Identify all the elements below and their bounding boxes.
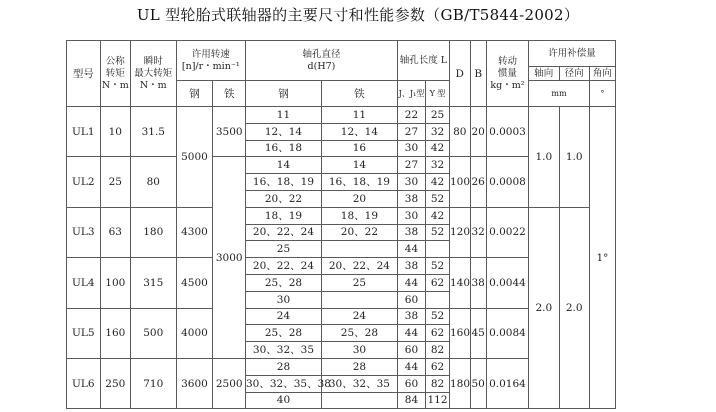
length-y-cell: 42 — [426, 140, 450, 157]
max-torque-cell: 80 — [131, 157, 177, 207]
length-j-cell: 60 — [397, 342, 425, 359]
bore-iron-cell: 24 — [321, 308, 397, 325]
model-cell: UL4 — [67, 258, 101, 308]
model-cell: UL5 — [67, 308, 101, 358]
header-compensation: 许用补偿量 — [529, 41, 616, 67]
bore-iron-cell: 25、28 — [321, 325, 397, 342]
bore-iron-cell — [321, 241, 397, 258]
length-y-cell: 82 — [426, 375, 450, 392]
B-cell: 32 — [470, 207, 486, 257]
length-j-cell: 38 — [397, 258, 425, 275]
bore-steel-cell: 11 — [246, 107, 322, 124]
torque-cell: 25 — [100, 157, 130, 207]
bore-iron-cell: 25 — [321, 274, 397, 291]
inertia-cell: 0.0022 — [486, 207, 528, 257]
length-j-cell: 44 — [397, 358, 425, 375]
bore-iron-cell: 30 — [321, 342, 397, 359]
inertia-cell: 0.0164 — [486, 358, 528, 408]
bore-steel-cell: 14 — [246, 157, 322, 174]
header-comp-radial: 径向 — [559, 67, 589, 81]
header-model: 型号 — [67, 41, 101, 107]
comp-angular-cell: 1° — [589, 107, 615, 409]
length-y-cell — [426, 291, 450, 308]
header-torque: 公称 转矩 N・m — [100, 41, 130, 107]
bore-steel-cell: 25、28 — [246, 274, 322, 291]
model-cell: UL6 — [67, 358, 101, 408]
bore-iron-cell: 30、32、35 — [321, 375, 397, 392]
length-j-cell: 30 — [397, 174, 425, 191]
header-D: D — [449, 41, 470, 107]
length-j-cell: 38 — [397, 308, 425, 325]
bore-steel-cell: 25 — [246, 241, 322, 258]
header-comp-unit-mm: mm — [529, 81, 590, 107]
bore-iron-cell: 28 — [321, 358, 397, 375]
length-y-cell: 62 — [426, 325, 450, 342]
length-j-cell: 30 — [397, 140, 425, 157]
spec-table — [66, 40, 616, 409]
length-y-cell: 52 — [426, 224, 450, 241]
comp-radial-cell: 2.0 — [559, 207, 589, 409]
inertia-cell: 0.0084 — [486, 308, 528, 358]
bore-steel-cell: 18、19 — [246, 207, 322, 224]
torque-cell: 250 — [100, 358, 130, 408]
D-cell: 80 — [449, 107, 470, 157]
model-cell: UL2 — [67, 157, 101, 207]
bore-iron-cell: 20、22、24 — [321, 258, 397, 275]
length-j-cell: 84 — [397, 392, 425, 409]
D-cell: 100 — [449, 157, 470, 207]
length-y-cell: 112 — [426, 392, 450, 409]
header-speed-steel: 钢 — [176, 81, 213, 107]
length-y-cell: 52 — [426, 190, 450, 207]
length-y-cell: 42 — [426, 207, 450, 224]
length-j-cell: 27 — [397, 123, 425, 140]
length-y-cell: 42 — [426, 174, 450, 191]
length-y-cell: 62 — [426, 274, 450, 291]
header-B: B — [470, 41, 486, 107]
bore-steel-cell: 30 — [246, 291, 322, 308]
max-torque-cell: 500 — [131, 308, 177, 358]
max-torque-cell: 31.5 — [131, 107, 177, 157]
B-cell: 20 — [470, 107, 486, 157]
B-cell: 38 — [470, 258, 486, 308]
bore-steel-cell: 20、22、24 — [246, 258, 322, 275]
length-j-cell: 44 — [397, 274, 425, 291]
length-y-cell: 25 — [426, 107, 450, 124]
torque-cell: 160 — [100, 308, 130, 358]
length-y-cell: 62 — [426, 358, 450, 375]
speed-steel-cell: 4500 — [176, 258, 213, 308]
D-cell: 140 — [449, 258, 470, 308]
B-cell: 45 — [470, 308, 486, 358]
torque-cell: 63 — [100, 207, 130, 257]
bore-steel-cell: 16、18、19 — [246, 174, 322, 191]
header-max-torque: 瞬时 最大转矩 N・m — [131, 41, 177, 107]
length-y-cell: 32 — [426, 157, 450, 174]
header-speed-iron: 铁 — [213, 81, 246, 107]
bore-iron-cell — [321, 291, 397, 308]
inertia-cell: 0.0044 — [486, 258, 528, 308]
model-cell: UL3 — [67, 207, 101, 257]
length-y-cell: 52 — [426, 258, 450, 275]
header-comp-axial: 轴向 — [529, 67, 559, 81]
header-length-y: Y 型 — [426, 81, 450, 107]
comp-axial-cell: 2.0 — [529, 207, 559, 409]
B-cell: 50 — [470, 358, 486, 408]
bore-iron-cell: 16、18、19 — [321, 174, 397, 191]
bore-steel-cell: 24 — [246, 308, 322, 325]
header-length: 轴孔长度 L — [397, 41, 449, 81]
bore-iron-cell: 14 — [321, 157, 397, 174]
length-j-cell: 27 — [397, 157, 425, 174]
length-j-cell: 38 — [397, 190, 425, 207]
header-inertia: 转动 惯量 kg・m² — [486, 41, 528, 107]
header-bore: 轴孔直径 d(H7) — [246, 41, 398, 81]
bore-iron-cell: 12、14 — [321, 123, 397, 140]
D-cell: 160 — [449, 308, 470, 358]
length-j-cell: 60 — [397, 375, 425, 392]
header-bore-steel: 钢 — [246, 81, 322, 107]
length-j-cell: 30 — [397, 207, 425, 224]
comp-axial-cell: 1.0 — [529, 107, 559, 208]
length-j-cell: 38 — [397, 224, 425, 241]
max-torque-cell: 315 — [131, 258, 177, 308]
bore-steel-cell: 28 — [246, 358, 322, 375]
bore-iron-cell: 20、22 — [321, 224, 397, 241]
max-torque-cell: 710 — [131, 358, 177, 408]
bore-steel-cell: 20、22 — [246, 190, 322, 207]
header-comp-angular: 角向 — [589, 67, 615, 81]
bore-iron-cell: 18、19 — [321, 207, 397, 224]
length-j-cell: 22 — [397, 107, 425, 124]
bore-iron-cell: 20 — [321, 190, 397, 207]
header-length-j: J、J₁型 — [397, 81, 425, 107]
torque-cell: 10 — [100, 107, 130, 157]
speed-steel-cell: 4300 — [176, 207, 213, 257]
torque-cell: 100 — [100, 258, 130, 308]
bore-steel-cell: 20、22、24 — [246, 224, 322, 241]
length-y-cell: 82 — [426, 342, 450, 359]
inertia-cell: 0.0003 — [486, 107, 528, 157]
bore-steel-cell: 30、32、35、38 — [246, 375, 322, 392]
bore-steel-cell: 12、14 — [246, 123, 322, 140]
length-j-cell: 60 — [397, 291, 425, 308]
speed-steel-cell: 5000 — [176, 107, 213, 208]
bore-iron-cell: 16 — [321, 140, 397, 157]
B-cell: 26 — [470, 157, 486, 207]
page-title: UL 型轮胎式联轴器的主要尺寸和性能参数（GB/T5844-2002） — [136, 6, 580, 24]
max-torque-cell: 180 — [131, 207, 177, 257]
header-speed: 许用转速 [n]/r・min⁻¹ — [176, 41, 245, 81]
length-y-cell: 52 — [426, 308, 450, 325]
speed-steel-cell: 3600 — [176, 358, 213, 408]
length-y-cell — [426, 241, 450, 258]
D-cell: 120 — [449, 207, 470, 257]
bore-iron-cell: 11 — [321, 107, 397, 124]
length-j-cell: 44 — [397, 241, 425, 258]
model-cell: UL1 — [67, 107, 101, 157]
speed-iron-cell: 3500 — [213, 107, 246, 157]
header-comp-unit-deg: ° — [589, 81, 615, 107]
D-cell: 180 — [449, 358, 470, 408]
bore-iron-cell — [321, 392, 397, 409]
length-j-cell: 44 — [397, 325, 425, 342]
bore-steel-cell: 16、18 — [246, 140, 322, 157]
length-y-cell: 32 — [426, 123, 450, 140]
bore-steel-cell: 40 — [246, 392, 322, 409]
speed-iron-cell: 2500 — [213, 358, 246, 408]
speed-iron-cell: 3000 — [213, 157, 246, 359]
header-bore-iron: 铁 — [321, 81, 397, 107]
comp-radial-cell: 1.0 — [559, 107, 589, 208]
bore-steel-cell: 30、32、35 — [246, 342, 322, 359]
inertia-cell: 0.0008 — [486, 157, 528, 207]
bore-steel-cell: 25、28 — [246, 325, 322, 342]
speed-steel-cell: 4000 — [176, 308, 213, 358]
